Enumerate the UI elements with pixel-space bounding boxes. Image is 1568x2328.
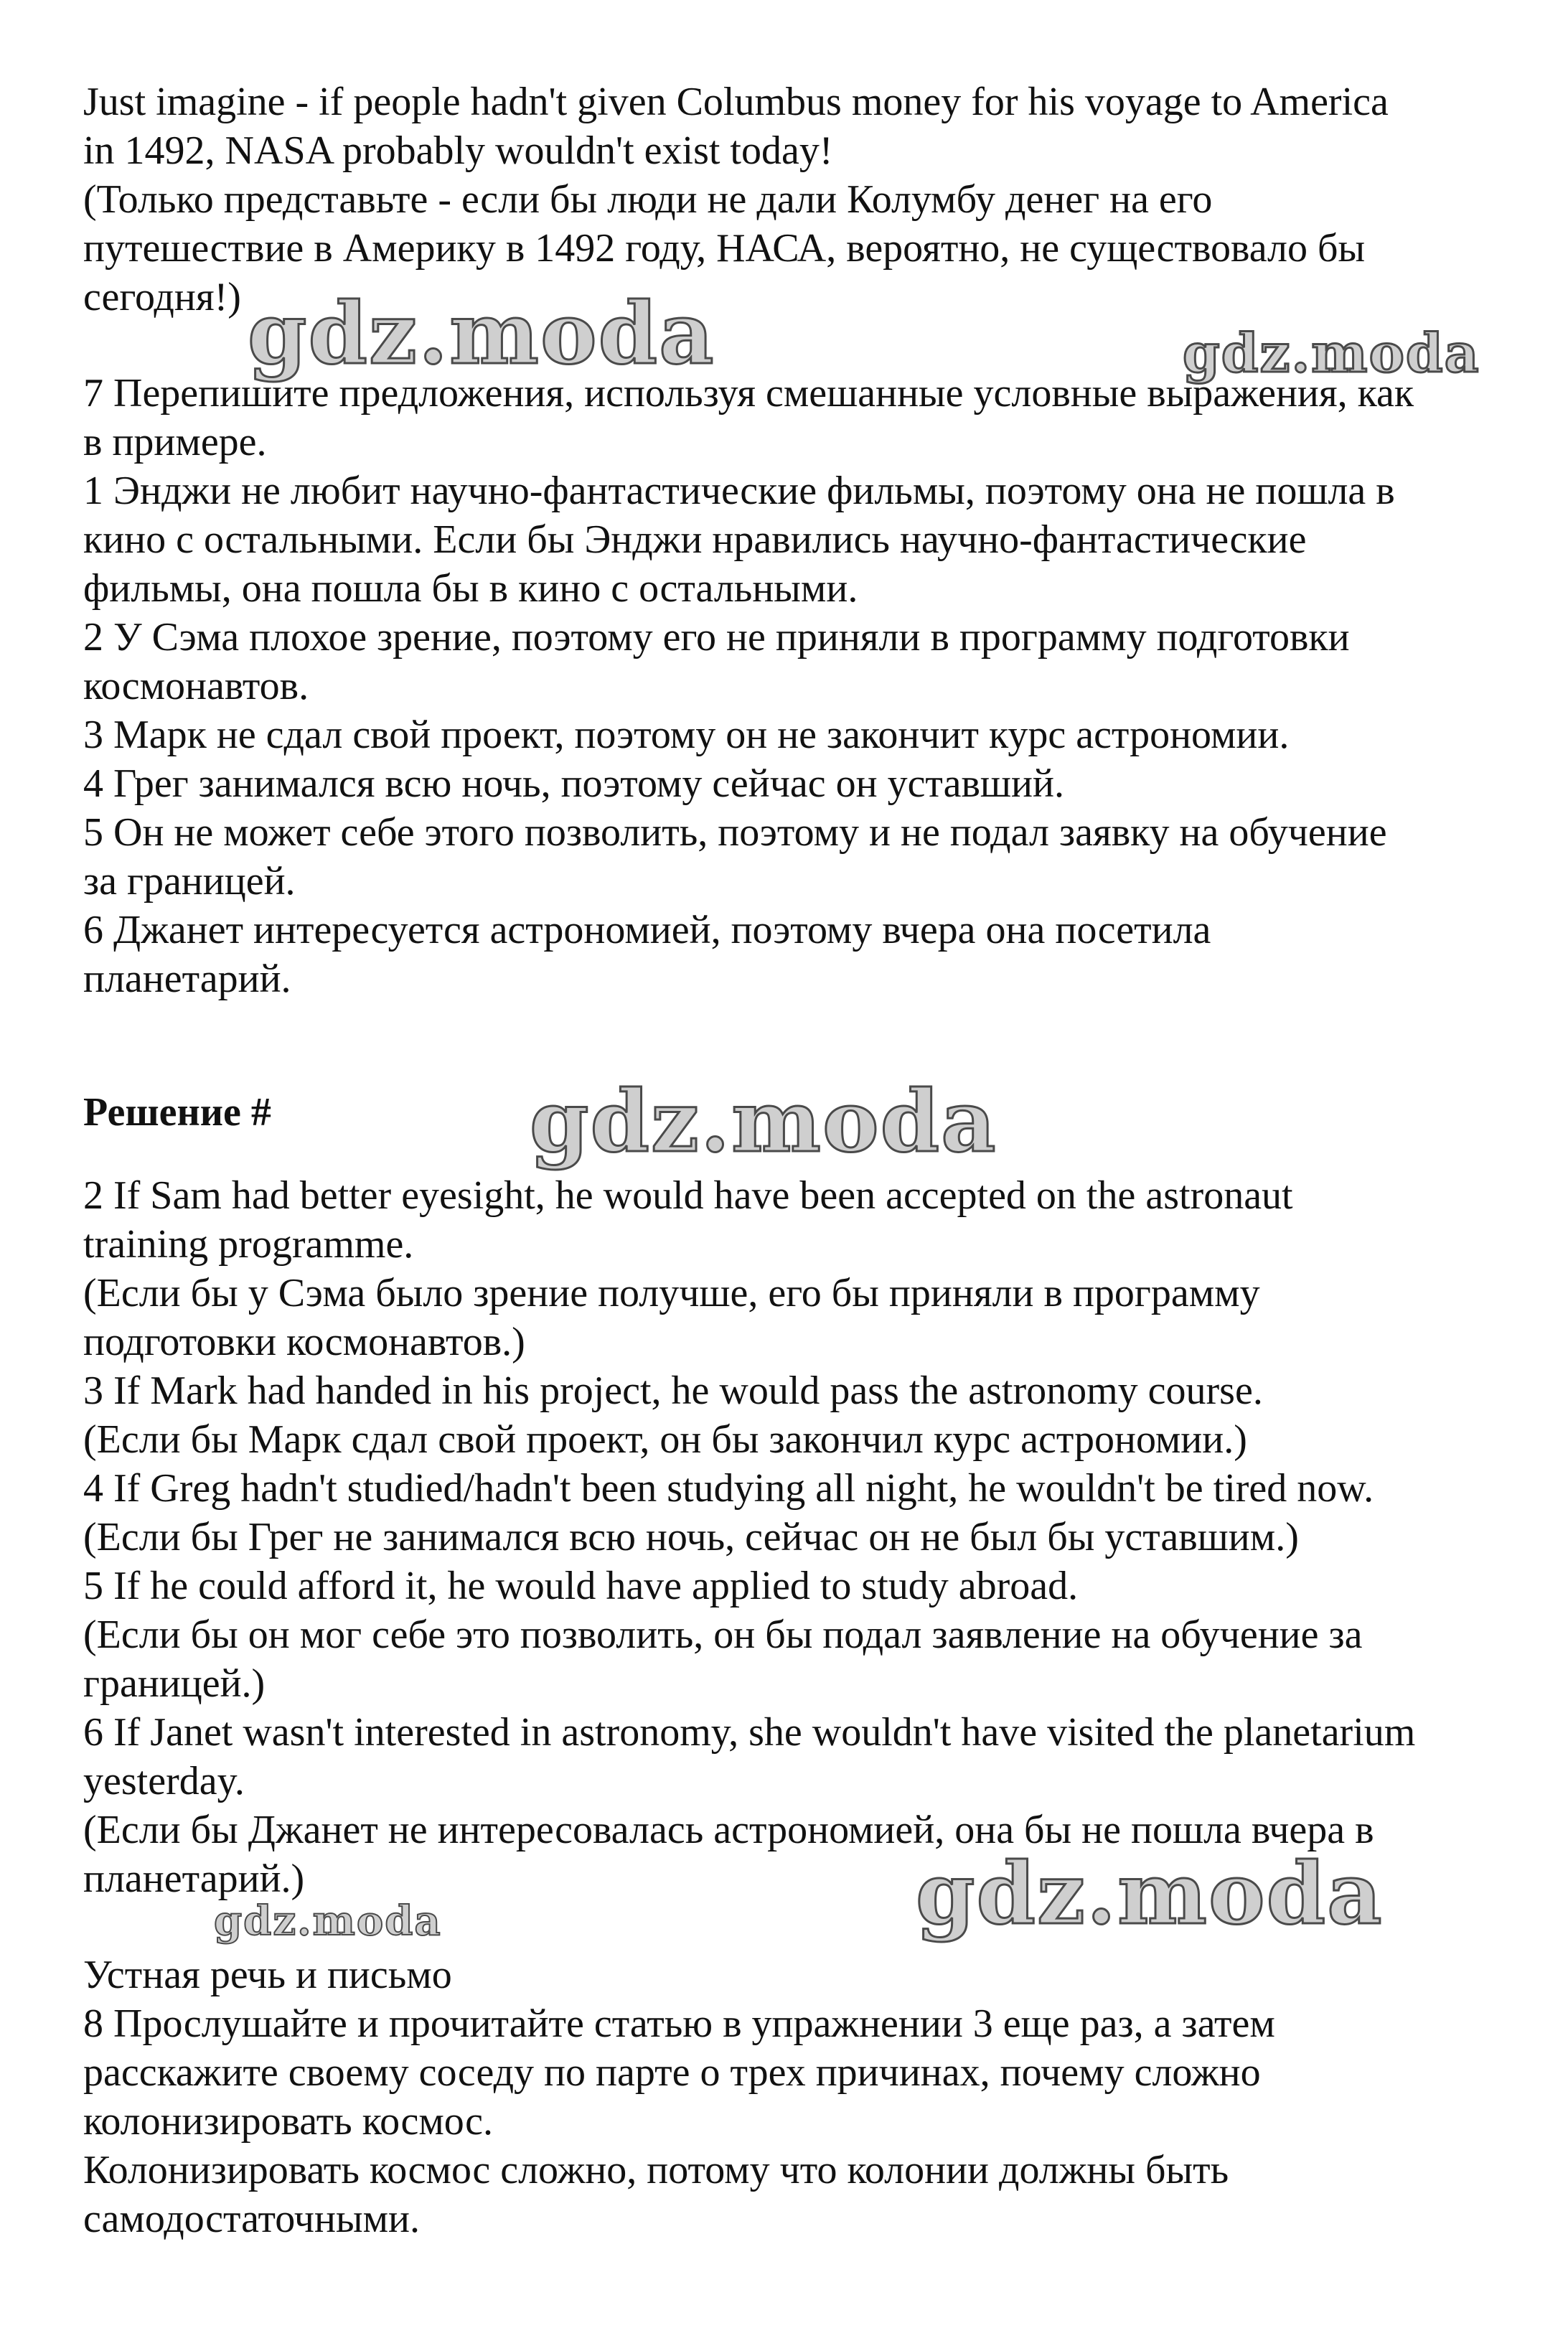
text-line: 5 If he could afford it, he would have applied to study abroad. <box>83 1564 1079 1608</box>
text-line: (Если бы Джанет не интересовалась астрономией, она бы не пошла вчера в <box>83 1808 1374 1852</box>
solution-heading: Решение # <box>83 1090 271 1135</box>
text-line: границей.) <box>83 1661 266 1706</box>
exercise-7-heading: 7 Перепишите предложения, используя смешанные условные выражения, как <box>83 371 1414 416</box>
text-line: (Если бы Марк сдал свой проект, он бы закончил курс астрономии.) <box>83 1417 1247 1462</box>
exercise-8-heading: 8 Прослушайте и прочитайте статью в упражнении 3 еще раз, а затем <box>83 2001 1275 2046</box>
text-line: yesterday. <box>83 1759 245 1803</box>
section-heading-speaking: Устная речь и письмо <box>83 1953 452 1997</box>
text-line: 2 If Sam had better eyesight, he would have been accepted on the astronaut <box>83 1173 1293 1218</box>
text-line: колонизировать космос. <box>83 2099 494 2144</box>
text-line: 5 Он не может себе этого позволить, поэтому и не подал заявку на обучение <box>83 810 1387 855</box>
text-line: космонавтов. <box>83 664 309 708</box>
text-line: 6 If Janet wasn't interested in astronomy, she wouldn't have visited the planetarium <box>83 1710 1416 1755</box>
watermark: gdz.moda <box>248 283 715 383</box>
text-line: 4 If Greg hadn't studied/hadn't been studying all night, he wouldn't be tired now. <box>83 1466 1374 1511</box>
watermark: gdz.moda <box>1183 323 1480 385</box>
text-line: training programme. <box>83 1222 414 1267</box>
text-line: (Если бы у Сэма было зрение получше, его бы приняли в программу <box>83 1271 1260 1315</box>
text-line: 2 У Сэма плохое зрение, поэтому его не приняли в программу подготовки <box>83 615 1350 660</box>
watermark: gdz.moda <box>916 1844 1384 1943</box>
text-line: (Только представьте - если бы люди не дали Колумбу денег на его <box>83 177 1213 222</box>
text-line: Колонизировать космос сложно, потому что колонии должны быть <box>83 2148 1229 2192</box>
watermark: gdz.moda <box>530 1071 997 1171</box>
text-line: 1 Энджи не любит научно-фантастические фильмы, поэтому она не пошла в <box>83 469 1395 513</box>
text-line: in 1492, NASA probably wouldn't exist today! <box>83 128 833 173</box>
text-line: 3 Марк не сдал свой проект, поэтому он не закончит курс астрономии. <box>83 713 1290 757</box>
text-line: сегодня!) <box>83 275 241 319</box>
text-line: 6 Джанет интересуется астрономией, поэтому вчера она посетила <box>83 908 1211 952</box>
text-line: расскажите своему соседу по парте о трех причинах, почему сложно <box>83 2050 1261 2095</box>
text-line: подготовки космонавтов.) <box>83 1320 525 1364</box>
text-line: 4 Грег занимался всю ночь, поэтому сейчас он уставший. <box>83 761 1064 806</box>
text-line: планетарий. <box>83 957 291 1001</box>
text-line: путешествие в Америку в 1492 году, НАСА, вероятно, не существовало бы <box>83 226 1366 271</box>
text-line: кино с остальными. Если бы Энджи нравились научно-фантастические <box>83 517 1307 562</box>
text-line: (Если бы он мог себе это позволить, он бы подал заявление на обучение за <box>83 1613 1363 1657</box>
watermark: gdz.moda <box>214 1897 442 1945</box>
text-line: Just imagine - if people hadn't given Columbus money for his voyage to America <box>83 80 1389 124</box>
text-line: в примере. <box>83 420 267 464</box>
text-line: за границей. <box>83 859 296 903</box>
text-line: планетарий.) <box>83 1857 305 1901</box>
text-line: самодостаточными. <box>83 2197 420 2241</box>
text-line: фильмы, она пошла бы в кино с остальными. <box>83 566 858 611</box>
text-line: 3 If Mark had handed in his project, he would pass the astronomy course. <box>83 1369 1263 1413</box>
text-line: (Если бы Грег не занимался всю ночь, сейчас он не был бы уставшим.) <box>83 1515 1299 1559</box>
